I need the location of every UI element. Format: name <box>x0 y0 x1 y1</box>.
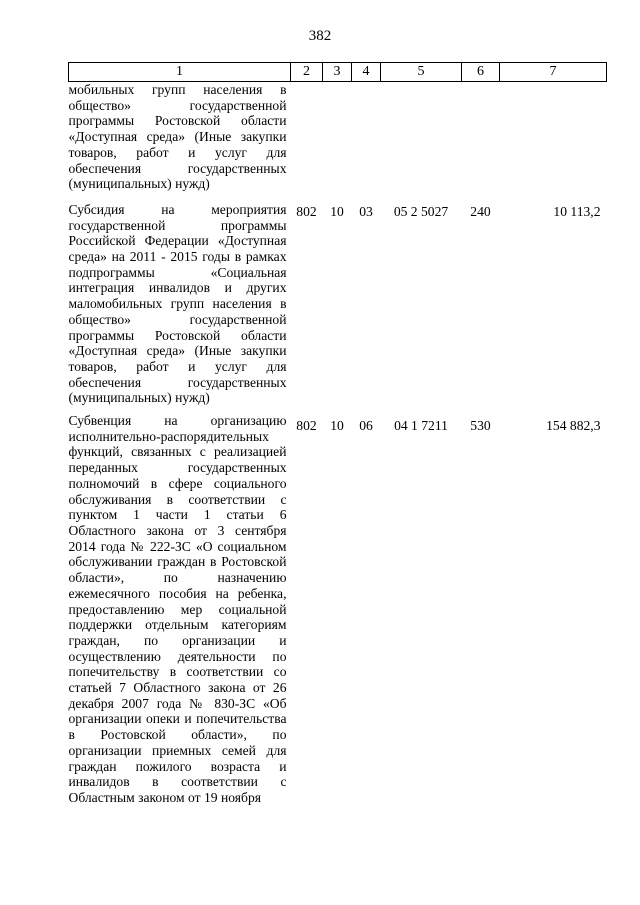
table-row <box>69 406 607 806</box>
section-code: 10 <box>330 418 344 434</box>
column-header-3: 3 <box>323 63 352 82</box>
budget-table <box>68 62 607 806</box>
amount: 154 882,3 <box>546 418 601 434</box>
expense-type-code: 530 <box>470 418 491 434</box>
page-number: 382 <box>308 28 332 44</box>
column-header-7: 7 <box>500 63 607 82</box>
table-row <box>69 192 607 406</box>
column-header-5: 5 <box>381 63 462 82</box>
column-header-6: 6 <box>462 63 500 82</box>
expense-type-code <box>462 82 500 192</box>
amount: 10 113,2 <box>553 203 601 219</box>
target-article-code <box>381 82 462 192</box>
column-header-4: 4 <box>352 63 381 82</box>
ministry-code: 802 <box>296 203 317 219</box>
subsection-code: 06 <box>359 418 373 434</box>
amount <box>500 82 607 192</box>
expense-type-code: 240 <box>470 203 491 219</box>
ministry-code <box>291 82 323 192</box>
section-code <box>323 82 352 192</box>
subsection-code: 03 <box>359 203 373 219</box>
row-description: Субвенция на организацию исполнительно-распорядительных функций, связанных с реализацией переданных государственных полномочий в сфере социального обслуживания в соответствии с пунктом 1 части 1 статьи 6 Областного закона от 3 сентября 2014 года № 222-ЗС «О социальном обслуживании граждан в Ростовской области», по назначению ежемесячного пособия на ребенка, предоставлению мер социальной поддержки отдельным категориям граждан, по организации и осуществлению деятельности по попечительству в соответствии со статьей 7 Областного закона от 26 декабря 2007 года № 830-ЗС «Об организации опеки и попечительства в Ростовской области», по организации приемных семей для граждан пожилого возраста и инвалидов в соответствии с Областным законом от 19 ноября <box>68 413 287 805</box>
subsection-code <box>352 82 381 192</box>
section-code: 10 <box>330 203 344 219</box>
ministry-code: 802 <box>296 418 317 434</box>
row-description: Субсидия на мероприятия государственной программы Российской Федерации «Доступная среда» на 2011 - 2015 годы в рамках подпрограммы «Социальная интеграция инвалидов и других маломобильных групп населения в общество» государственной программы Ростовской области «Доступная среда» (Иные закупки товаров, работ и услуг для обеспечения государственных (муниципальных) нужд) <box>68 201 287 406</box>
row-description: мобильных групп населения в общество» государственной программы Ростовской области «Доступная среда» (Иные закупки товаров, работ и услуг для обеспечения государственных (муниципальных) нужд) <box>68 82 287 192</box>
target-article-code: 05 2 5027 <box>393 203 449 219</box>
column-header-1: 1 <box>69 63 291 82</box>
header-row <box>69 63 607 82</box>
target-article-code: 04 1 7211 <box>394 418 448 434</box>
table-row <box>69 82 607 192</box>
column-header-2: 2 <box>291 63 323 82</box>
